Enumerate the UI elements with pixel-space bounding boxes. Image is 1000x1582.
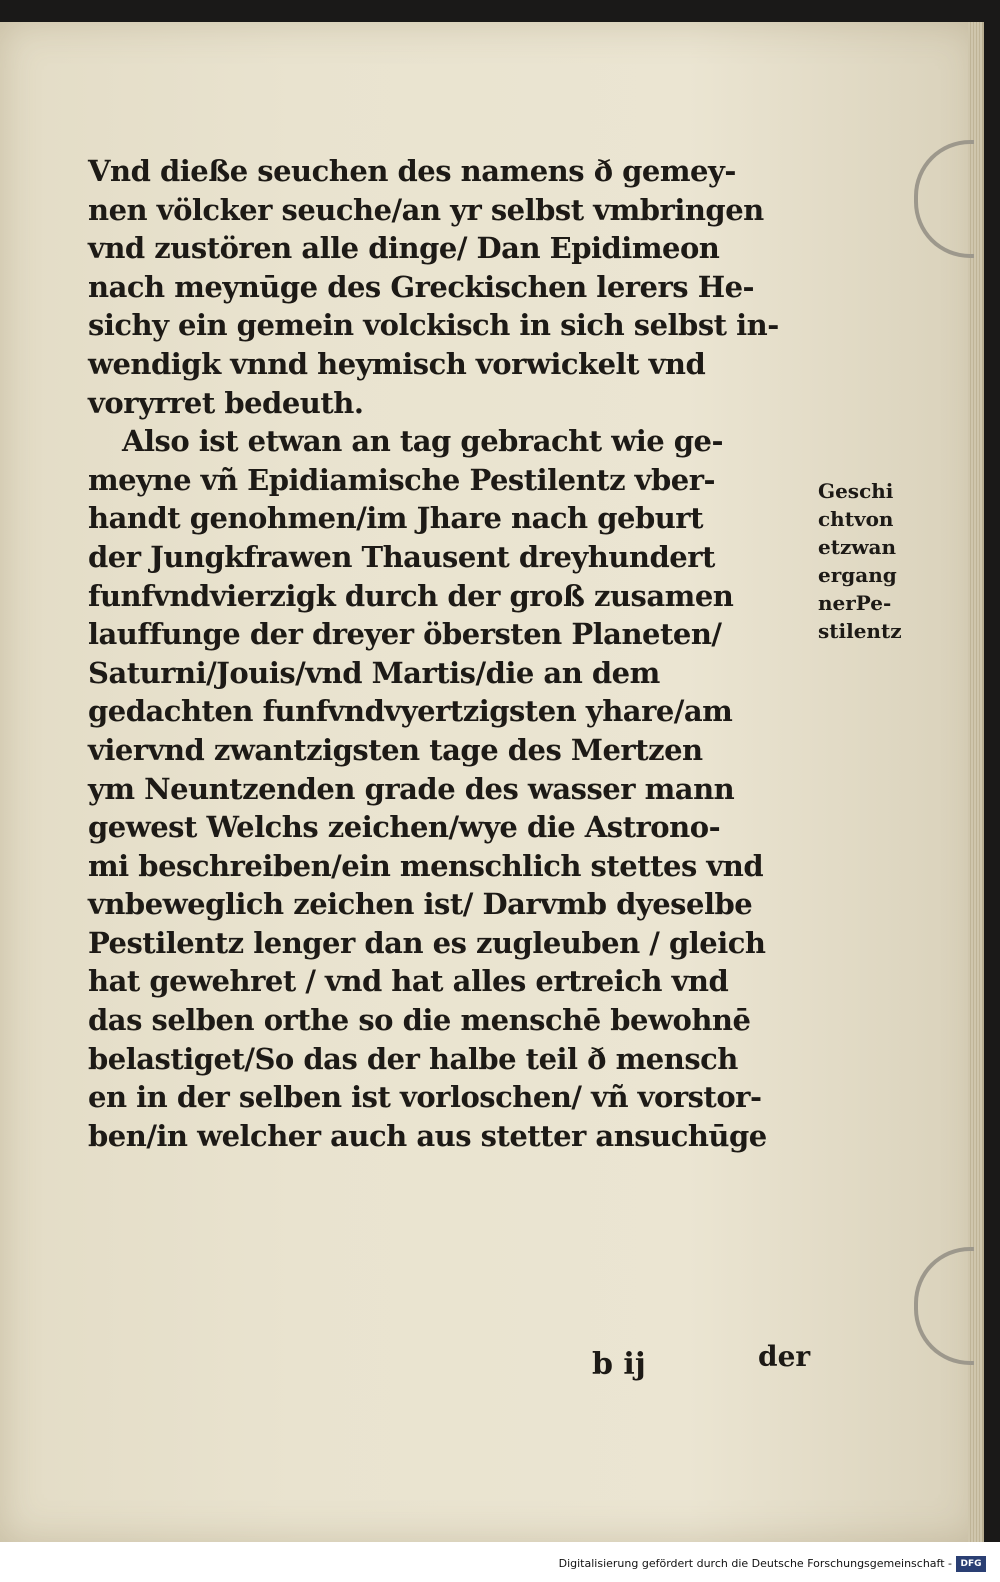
text-line: en in der selben ist vorloschen/ vñ vorstor- <box>88 1080 762 1115</box>
marginal-line: Geschi <box>818 479 894 503</box>
text-line: nen völcker seuche/an yr selbst vmbringen <box>88 192 764 227</box>
text-line: der Jungkfrawen Thausent dreyhundert <box>88 539 715 574</box>
text-line: viervnd zwantzigsten tage des Mertzen <box>88 732 703 767</box>
funding-credit: Digitalisierung gefördert durch die Deutsche Forschungsgemeinschaft - <box>558 1557 952 1570</box>
text-line: voryrret bedeuth. <box>88 385 364 420</box>
text-line: vnbeweglich zeichen ist/ Darvmb dyeselbe <box>88 887 753 922</box>
clasp-lower <box>914 1247 974 1365</box>
text-line: meyne vñ Epidiamische Pestilentz vber- <box>88 462 716 497</box>
text-line: mi beschreiben/ein menschlich stettes vnd <box>88 848 764 883</box>
text-line: wendigk vnnd heymisch vorwickelt vnd <box>88 346 706 381</box>
text-line: gedachten funfvndvyertzigsten yhare/am <box>88 694 733 729</box>
text-line: Saturni/Jouis/vnd Martis/die an dem <box>88 655 660 690</box>
text-line: das selben orthe so die menschē bewohnē <box>88 1003 751 1038</box>
text-line: Pestilentz lenger dan es zugleuben / gleich <box>88 925 766 960</box>
marginal-line: chtvon <box>818 507 894 531</box>
marginal-line: stilentz <box>818 619 902 643</box>
marginal-note <box>818 477 938 645</box>
text-line: hat gewehret / vnd hat alles ertreich vnd <box>88 964 729 999</box>
catchword: der <box>758 1340 811 1373</box>
text-line: lauffunge der dreyer öbersten Planeten/ <box>88 617 722 652</box>
text-line: sichy ein gemein volckisch in sich selbst in- <box>88 308 779 343</box>
text-line: Also ist etwan an tag gebracht wie ge- <box>122 424 724 459</box>
text-line: nach meynūge des Greckischen lerers He- <box>88 269 755 304</box>
text-line: Vnd dieße seuchen des namens ð gemey- <box>88 154 736 188</box>
text-line: gewest Welchs zeichen/wye die Astrono- <box>88 810 721 845</box>
dfg-logo: DFG <box>956 1556 986 1572</box>
clasp-upper <box>914 140 974 258</box>
marginal-line: etzwan <box>818 535 897 559</box>
text-line: ben/in welcher auch aus stetter ansuchūge <box>88 1118 767 1153</box>
text-line: vnd zustören alle dinge/ Dan Epidimeon <box>88 231 720 266</box>
signature-mark: b ij <box>592 1347 646 1382</box>
text-line: handt genohmen/im Jhare nach geburt <box>88 501 703 536</box>
credit-bar <box>0 1542 1000 1582</box>
marginal-line: ergang <box>818 563 897 587</box>
text-line: funfvndvierzigk durch der groß zusamen <box>88 578 734 613</box>
text-line: ym Neuntzenden grade des wasser mann <box>88 771 735 806</box>
text-line: belastiget/So das der halbe teil ð mensch <box>88 1041 738 1076</box>
main-text-block <box>88 152 823 1155</box>
marginal-line: nerPe- <box>818 591 892 615</box>
book-page <box>0 22 984 1542</box>
